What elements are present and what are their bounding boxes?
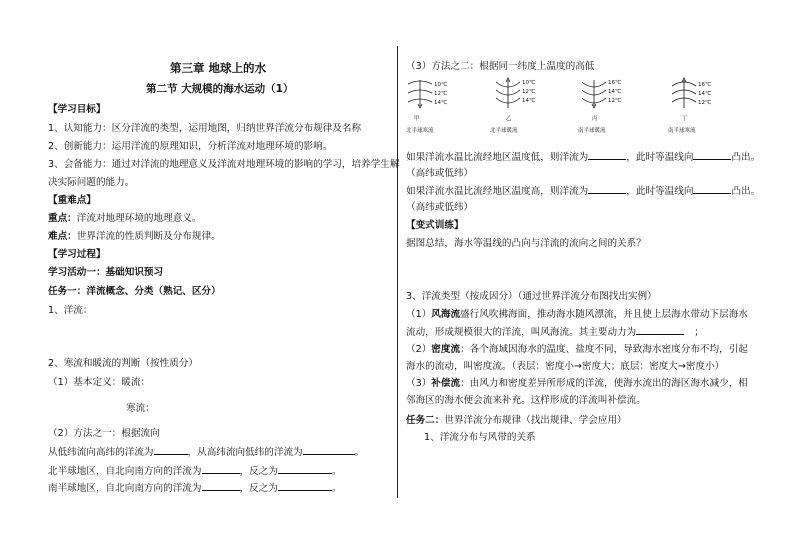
temp-label: 16℃	[608, 80, 622, 86]
diagram-letter: 甲	[414, 116, 420, 122]
task-2-label: 任务二：	[406, 415, 445, 426]
answer-blank[interactable]	[154, 445, 188, 455]
wind-current-line1	[406, 308, 748, 322]
temp-label: 14℃	[434, 100, 448, 106]
north-rule-b: ，反之为	[239, 466, 278, 477]
answer-blank[interactable]	[693, 150, 731, 160]
high-rule-b: ，此时等温线向	[626, 186, 694, 197]
low-rule-a: 如果洋流水温比流经地区温度低，则洋流为	[406, 152, 589, 163]
temp-label: 14℃	[608, 89, 622, 95]
temp-label: 12℃	[698, 100, 712, 106]
goal-2: 2、创新能力：运用洋流的原理知识，分析洋流对地理环境的影响。	[48, 141, 333, 152]
diagram-caption: 南半球寒流	[668, 128, 696, 134]
method-1: （2）方法之一：根据流向	[48, 428, 160, 439]
temp-label: 10℃	[434, 82, 448, 88]
low-temp-hint: （高纬或低纬）	[406, 168, 474, 179]
answer-blank[interactable]	[636, 325, 684, 335]
difficulty-label: 难点：	[48, 231, 77, 242]
process-header: 【学习过程】	[48, 249, 106, 260]
task-2-text: 世界洋流分布规律（找出规律、学会应用）	[444, 415, 627, 426]
temp-label: 12℃	[522, 89, 536, 95]
answer-blank[interactable]	[693, 184, 731, 194]
diagram-caption: 南半球暖流	[578, 128, 606, 134]
high-rule-a: 如果洋流水温比流经地区温度高，则洋流为	[406, 186, 589, 197]
answer-blank[interactable]	[278, 481, 332, 491]
goal-1: 1、认知能力：区分洋流的类型，运用地图，归纳世界洋流分布规律及名称	[48, 123, 362, 134]
item-1: 1、洋流：	[48, 305, 93, 316]
answer-blank[interactable]	[588, 150, 626, 160]
temp-label: 16℃	[698, 82, 712, 88]
density-current-line1	[406, 343, 748, 357]
north-rule-c: 。	[331, 466, 342, 477]
answer-blank[interactable]	[303, 445, 355, 455]
goal-3a: 3、会备能力：通过对洋流的地理意义及洋流对地理环境的影响的学习，培养学生解	[48, 159, 400, 170]
north-rule-a: 北半球地区，自北向南方向的洋流为	[48, 466, 202, 477]
column-divider	[397, 46, 398, 498]
task-1: 任务一：洋流概念、分类（熟记、区分）	[48, 286, 221, 297]
diagram-caption: 北半球寒流	[406, 128, 434, 134]
cold-current-label: 寒流：	[126, 403, 155, 414]
temp-label: 12℃	[608, 98, 622, 104]
temp-label: 14℃	[698, 91, 712, 97]
variant-question: 据图总结，海水等温线的凸向与洋流的流向之间的关系？	[406, 238, 646, 249]
comp-prefix: （3）	[406, 378, 432, 389]
diagram-ding	[668, 78, 711, 134]
basic-definition: （1）基本定义：暖流：	[48, 377, 151, 388]
low-rule-c: 凸出。	[731, 152, 761, 163]
key-point-label: 重点：	[48, 213, 77, 224]
wind-current-line2	[406, 325, 704, 340]
activity-1: 学习活动一：基础知识预习	[48, 267, 164, 278]
task-2	[406, 414, 627, 428]
compensation-current-line1	[406, 377, 748, 391]
southern-hemisphere-rule	[48, 481, 341, 496]
diagram-caption: 北半球暖流	[490, 128, 518, 134]
temp-label: 10℃	[522, 80, 536, 86]
key-point-text: 洋流对地理环境的地理意义。	[76, 213, 202, 224]
answer-blank[interactable]	[588, 184, 626, 194]
flow-rule-b: ，从高纬流向低纬的洋流为	[187, 447, 303, 458]
key-point	[48, 212, 202, 226]
answer-blank[interactable]	[278, 464, 332, 474]
goals-header: 【学习目标】	[48, 104, 106, 115]
wind-current-label: 风海流	[431, 309, 461, 320]
flow-rule-a: 从低纬流向高纬的洋流为	[48, 447, 154, 458]
diagram-bing	[578, 79, 621, 134]
variant-header: 【变式训练】	[406, 220, 464, 231]
task-2-subitem: 1、洋流分布与风带的关系	[424, 432, 536, 443]
diagram-yi	[490, 78, 535, 134]
diagram-letter: 丁	[682, 116, 688, 122]
south-rule-c: 。	[331, 483, 342, 494]
diagram-letter: 丙	[592, 116, 598, 122]
difficulty	[48, 230, 221, 244]
south-rule-b: ，反之为	[239, 483, 278, 494]
density-current-line2: 海水的流动，叫密度流。（表层：密度小→密度大；底层：密度大→密度小）	[406, 361, 725, 372]
south-rule-a: 南半球地区，自北向南方向的洋流为	[48, 483, 202, 494]
density-current-label: 密度流	[431, 344, 461, 355]
current-types-header: 3、洋流类型（按成因分）（通过世界洋流分布图找出实例）	[406, 291, 657, 302]
wind-prefix: （1）	[406, 309, 432, 320]
northern-hemisphere-rule	[48, 464, 341, 479]
isotherm-diagrams	[406, 76, 778, 140]
temp-label: 12℃	[434, 91, 448, 97]
flow-rule-c: 。	[354, 447, 365, 458]
diagram-jia	[406, 80, 447, 134]
compensation-current-line2: 邻海区的海水便会流来补充。这样形成的洋流叫补偿流。	[406, 395, 646, 406]
chapter-title: 第三章 地球上的水	[170, 61, 267, 75]
high-temp-hint: （高纬或低纬）	[406, 202, 474, 213]
wind-current-end: ；	[694, 327, 704, 338]
item-2: 2、寒流和暖流的判断（按性质分）	[48, 358, 199, 369]
diagram-letter: 乙	[506, 116, 512, 122]
compensation-current-label: 补偿流	[431, 378, 461, 389]
high-rule-c: 凸出。	[731, 186, 761, 197]
low-temp-rule	[406, 150, 760, 165]
compensation-current-text: ：由风力和密度差异所形成的洋流，使海水流出的海区海水减少，相	[460, 378, 748, 389]
method-2: （3）方法之二：根据同一纬度上温度的高低	[406, 61, 595, 72]
temp-label: 14℃	[522, 98, 536, 104]
density-prefix: （2）	[406, 344, 432, 355]
difficulty-text: 世界洋流的性质判断及分布规律。	[76, 231, 221, 242]
wind-current-text2: 流动，形成规模很大的洋流，叫风海流。其主要动力为	[406, 327, 637, 338]
flow-rule	[48, 445, 364, 460]
density-current-text: ：各个海域因海水的温度、盐度不同，导致海水密度分布不均，引起	[460, 344, 748, 355]
goal-3b: 决实际问题的能力。	[48, 177, 135, 188]
low-rule-b: ，此时等温线向	[626, 152, 694, 163]
answer-blank[interactable]	[202, 481, 240, 491]
answer-blank[interactable]	[202, 464, 240, 474]
section-title: 第二节 大规模的海水运动（1）	[146, 83, 294, 95]
high-temp-rule	[406, 184, 760, 199]
key-header: 【重难点】	[48, 195, 96, 206]
wind-current-text: 盛行风吹拂海面，推动海水随风漂流，并且使上层海水带动下层海水	[460, 309, 748, 320]
